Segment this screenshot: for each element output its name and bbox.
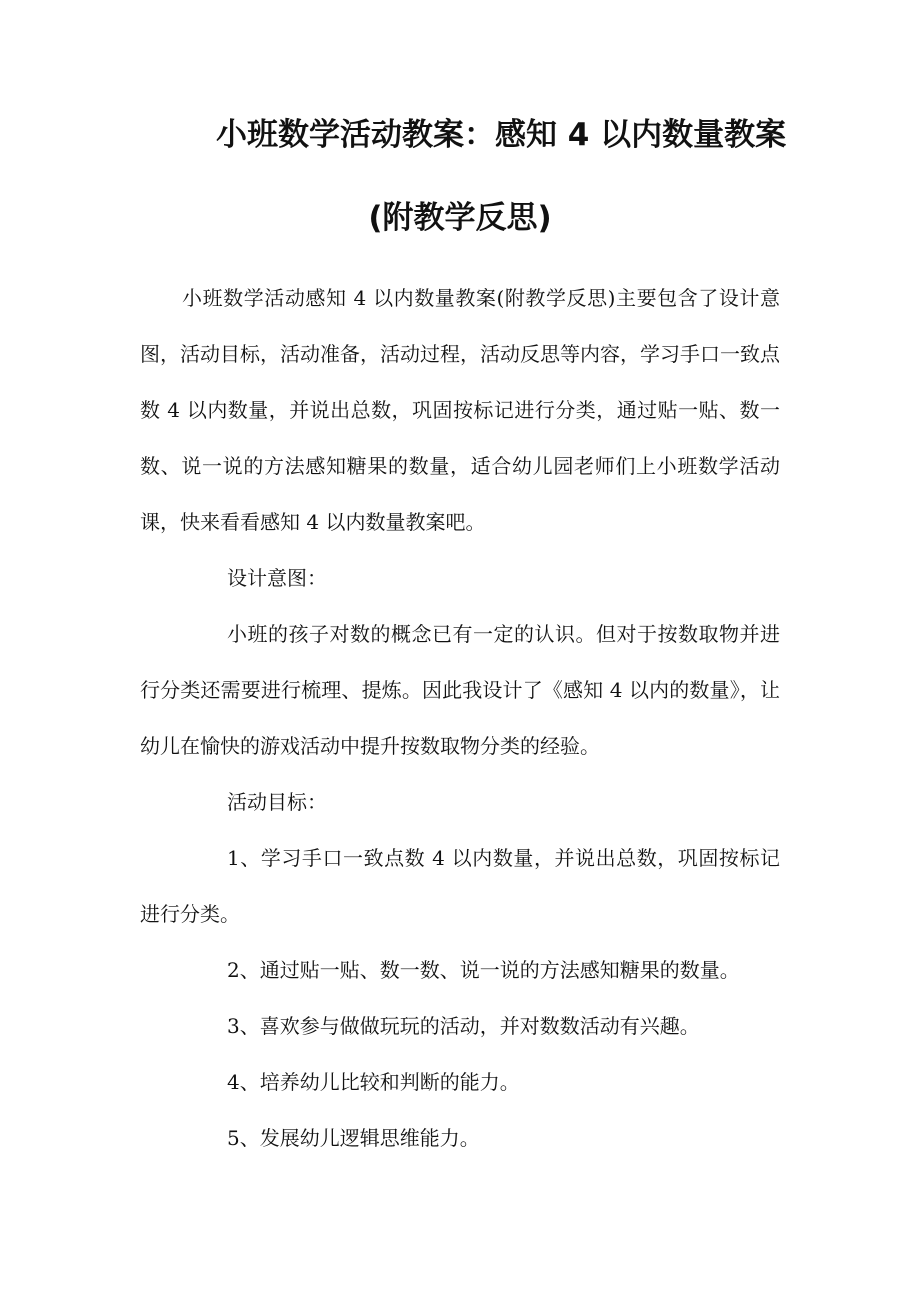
goal-item: 4、培养幼儿比较和判断的能力。 — [227, 1070, 520, 1094]
intro-paragraph: 小班数学活动感知 4 以内数量教案(附教学反思)主要包含了设计意图，活动目标，活动准备，活动过程，活动反思等内容，学习手口一致点数 4 以内数量，并说出总数，巩固按标记进行分类，通过贴一贴、数一数、说一说的方法感知糖果的数量，适合幼儿园老师们上小班数学活动课，快来看看感知 4 以内数量教案吧。 — [140, 286, 780, 534]
goal-item: 1、学习手口一致点数 4 以内数量，并说出总数，巩固按标记进行分类。 — [140, 846, 780, 926]
document-title-line-2: (附教学反思) — [368, 200, 552, 236]
goal-item: 5、发展幼儿逻辑思维能力。 — [227, 1126, 480, 1150]
goal-item: 3、喜欢参与做做玩玩的活动，并对数数活动有兴趣。 — [227, 1014, 700, 1038]
goal-item: 2、通过贴一贴、数一数、说一说的方法感知糖果的数量。 — [227, 958, 740, 982]
design-paragraph: 小班的孩子对数的概念已有一定的认识。但对于按数取物并进行分类还需要进行梳理、提炼。因此我设计了《感知 4 以内的数量》，让幼儿在愉快的游戏活动中提升按数取物分类的经验。 — [140, 622, 780, 758]
goals-heading: 活动目标： — [227, 790, 327, 814]
design-heading: 设计意图： — [227, 566, 327, 590]
document-title-line-1: 小班数学活动教案：感知 4 以内数量教案 — [216, 117, 787, 153]
